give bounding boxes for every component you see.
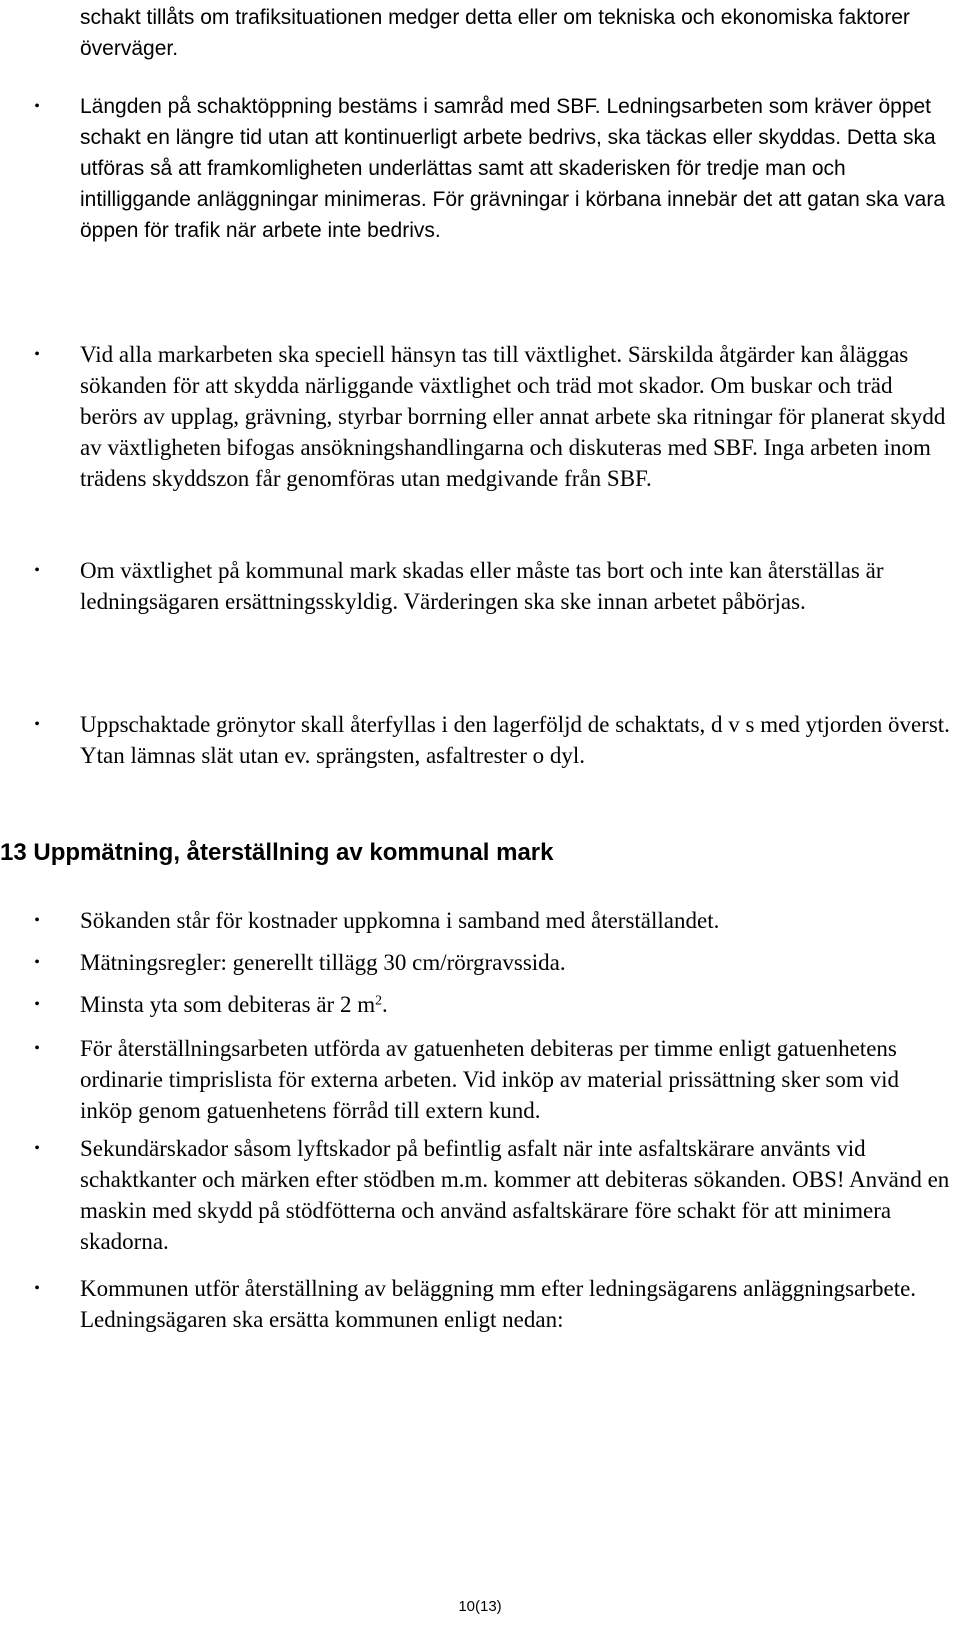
bullet-icon: • — [34, 716, 40, 733]
bullet-icon: • — [34, 1040, 40, 1057]
bullet-icon: • — [34, 1140, 40, 1157]
bullet-kostnader: Sökanden står för kostnader uppkomna i samband med återställandet. — [80, 908, 720, 933]
bullet-icon: • — [34, 346, 40, 363]
bullet-minsta-yta — [80, 989, 950, 1020]
bullet-ersattning: Om växtlighet på kommunal mark skadas eller måste tas bort och inte kan återställas är ledningsägaren ersättningsskyldig. Värderingen ska ske innan arbetet påbörjas. — [80, 558, 884, 614]
bullet-icon: • — [34, 954, 40, 971]
exponent: 2 — [375, 992, 383, 1008]
bullet-kommunen: Kommunen utför återställning av beläggning mm efter ledningsägarens anläggningsarbete. Ledningsägaren ska ersätta kommunen enligt nedan: — [80, 1276, 917, 1332]
bullet-icon: • — [34, 98, 40, 115]
minsta-yta-end: . — [382, 992, 388, 1017]
bullet-icon: • — [34, 912, 40, 929]
bullet-icon: • — [34, 562, 40, 579]
bullet-matningsregler: Mätningsregler: generellt tillägg 30 cm/rörgravssida. — [80, 950, 566, 975]
bullet-schaktoppning: Längden på schaktöppning bestäms i samråd med SBF. Ledningsarbeten som kräver öppet schakt en längre tid utan att kontinuerligt arbete bedrivs, ska täckas eller skyddas. Detta ska utföras så att framkomligheten underlättas samt att skaderisken för tredje man och intilliggande anläggningar minimeras. För grävningar i körbana innebär det att gatan ska vara öppen för trafik när arbete inte bedrivs. — [80, 95, 946, 242]
bullet-gronytor: Uppschaktade grönytor skall återfyllas i den lagerföljd de schaktats, d v s med ytjorden överst. Ytan lämnas slät utan ev. sprängsten, asfaltrester o dyl. — [80, 712, 950, 768]
bullet-vaxtlighet: Vid alla markarbeten ska speciell hänsyn tas till växtlighet. Särskilda åtgärder kan åläggas sökanden för att skydda närliggande växtlighet och träd mot skador. Om buskar och träd berörs av upplag, grävning, styrbar borrning eller annat arbete ska ritningar för planerat skydd av växtligheten bifogas ansökningshandlingarna och diskuteras med SBF. Inga arbeten inom trädens skyddszon får genomföras utan medgivande från SBF. — [80, 342, 946, 491]
page-number: 10(13) — [458, 1598, 502, 1615]
minsta-yta-text: Minsta yta som debiteras är 2 m — [80, 992, 376, 1017]
bullet-icon: • — [34, 1280, 40, 1297]
bullet-sekundarskador: Sekundärskador såsom lyftskador på befintlig asfalt när inte asfaltskärare använts vid schaktkanter och märken efter stödben m.m. kommer att debiteras sökanden. OBS! Använd en maskin med skydd på stödfötterna och använd asfaltskärare före schakt för att minimera skadorna. — [80, 1136, 950, 1254]
bullet-icon: • — [34, 996, 40, 1013]
section-heading: 13 Uppmätning, återställning av kommunal mark — [0, 839, 554, 866]
bullet-aterstallningsarbeten: För återställningsarbeten utförda av gatuenheten debiteras per timme enligt gatuenhetens ordinarie timprislista för externa arbeten. Vid inköp av material prissättning sker som vid inköp genom gatuenhetens förråd till extern kund. — [80, 1036, 899, 1123]
continued-paragraph: schakt tillåts om trafiksituationen medger detta eller om tekniska och ekonomiska faktorer överväger. — [80, 6, 910, 60]
